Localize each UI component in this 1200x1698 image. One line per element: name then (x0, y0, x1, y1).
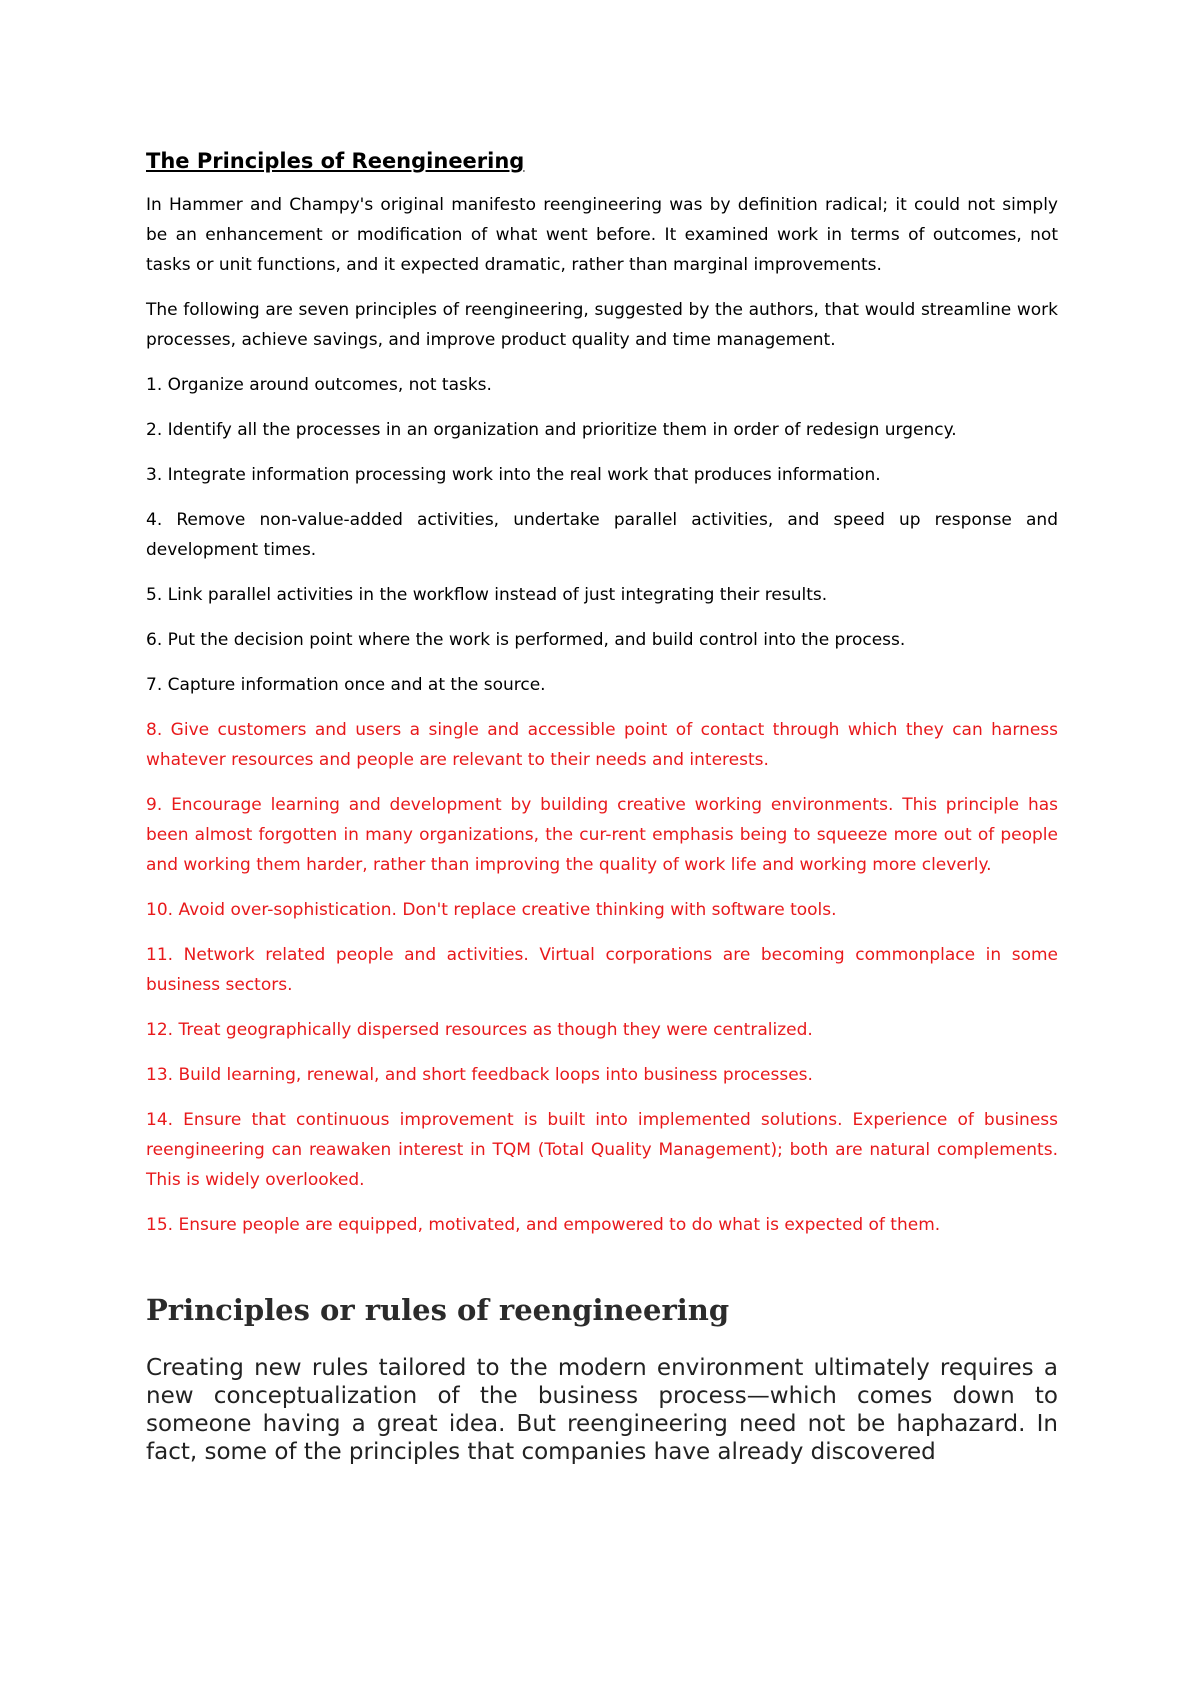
principle-number: 14. (146, 1110, 174, 1130)
principle-item-3 (146, 460, 1058, 490)
principle-item-7 (146, 670, 1058, 700)
principle-text: Build learning, renewal, and short feedback loops into business processes. (178, 1065, 813, 1085)
principle-item-1 (146, 370, 1058, 400)
principle-item-5 (146, 580, 1058, 610)
principle-text: Ensure people are equipped, motivated, and empowered to do what is expected of them. (178, 1215, 941, 1235)
principle-number: 1. (146, 375, 163, 395)
principle-item-2 (146, 415, 1058, 445)
principle-item-14 (146, 1105, 1058, 1195)
principle-text: Integrate information processing work into the real work that produces information. (167, 465, 881, 485)
principle-text: Give customers and users a single and accessible point of contact through which they can harness whatever resources and people are relevant to their needs and interests. (146, 720, 1059, 770)
principle-text: Identify all the processes in an organization and prioritize them in order of redesign urgency. (167, 420, 957, 440)
document-content (146, 148, 1058, 1466)
principle-item-15 (146, 1210, 1058, 1240)
principle-text: Encourage learning and development by building creative working environments. This principle has been almost forgotten in many organizations, the cur-rent emphasis being to squeeze more out of people and working them harder, rather than improving the quality of work life and working more cleverly. (146, 795, 1059, 875)
principle-text: Organize around outcomes, not tasks. (167, 375, 492, 395)
principle-item-10 (146, 895, 1058, 925)
principle-number: 13. (146, 1065, 174, 1085)
section-body: Creating new rules tailored to the modern environment ultimately requires a new conceptualization of the business process—which comes down to someone having a great idea. But reengineering need not be haphazard. In fact, some of the principles that companies have already discovered (146, 1355, 1058, 1465)
principle-text: Capture information once and at the source. (167, 675, 546, 695)
principle-text: Avoid over-sophistication. Don't replace creative thinking with software tools. (178, 900, 837, 920)
principle-number: 4. (146, 510, 163, 530)
principle-item-12 (146, 1015, 1058, 1045)
principle-text: Put the decision point where the work is performed, and build control into the process. (167, 630, 906, 650)
principle-item-9 (146, 790, 1058, 880)
principle-text: Ensure that continuous improvement is built into implemented solutions. Experience of business reengineering can reawaken interest in TQM (Total Quality Management); both are natural complements. This is widely overlooked. (146, 1110, 1058, 1190)
principle-number: 12. (146, 1020, 174, 1040)
principle-item-4 (146, 505, 1058, 565)
principle-number: 5. (146, 585, 163, 605)
principle-number: 10. (146, 900, 174, 920)
principle-number: 3. (146, 465, 163, 485)
principle-text: Treat geographically dispersed resources as though they were centralized. (178, 1020, 813, 1040)
principle-item-11 (146, 940, 1058, 1000)
principle-number: 6. (146, 630, 163, 650)
principle-item-8 (146, 715, 1058, 775)
principle-number: 15. (146, 1215, 174, 1235)
intro-paragraph-2: The following are seven principles of reengineering, suggested by the authors, that would streamline work processes, achieve savings, and improve product quality and time management. (146, 300, 1058, 350)
principle-text: Remove non-value-added activities, undertake parallel activities, and speed up response and development times. (146, 510, 1058, 560)
principle-number: 11. (146, 945, 174, 965)
principle-text: Network related people and activities. Virtual corporations are becoming commonplace in some business sectors. (146, 945, 1059, 995)
section-heading: Principles or rules of reengineering (146, 1293, 730, 1327)
principle-item-6 (146, 625, 1058, 655)
principle-number: 9. (146, 795, 163, 815)
document-title: The Principles of Reengineering (146, 149, 525, 173)
principle-item-13 (146, 1060, 1058, 1090)
principle-number: 8. (146, 720, 163, 740)
intro-paragraph-1: In Hammer and Champy's original manifesto reengineering was by definition radical; it could not simply be an enhancement or modification of what went before. It examined work in terms of outcomes, not tasks or unit functions, and it expected dramatic, rather than marginal improvements. (146, 195, 1058, 275)
principle-text: Link parallel activities in the workflow instead of just integrating their results. (167, 585, 828, 605)
principle-number: 2. (146, 420, 163, 440)
principle-number: 7. (146, 675, 163, 695)
